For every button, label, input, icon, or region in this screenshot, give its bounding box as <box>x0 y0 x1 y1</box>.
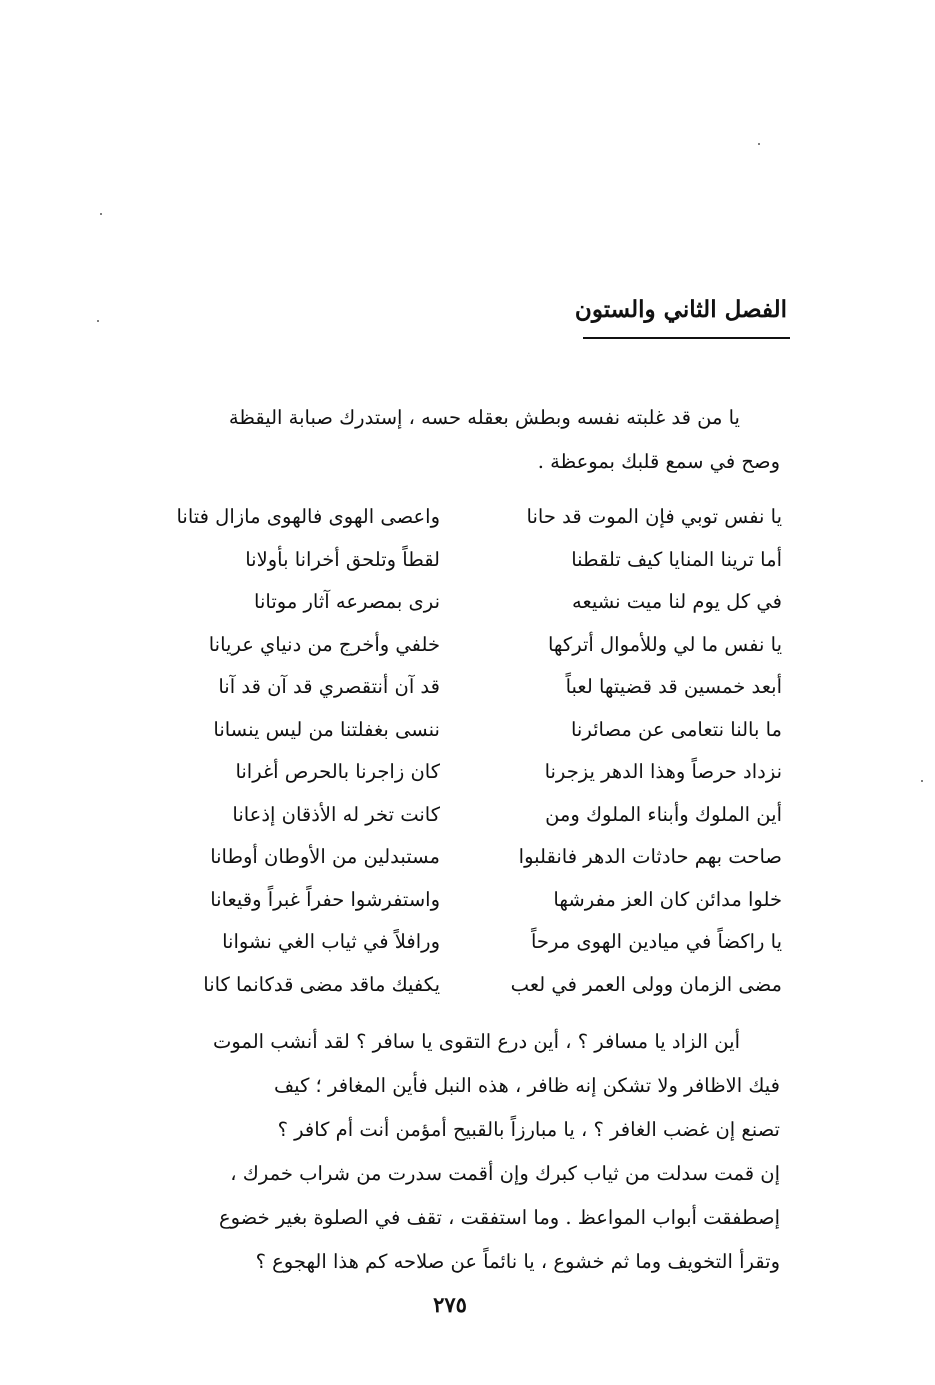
verse-second-hemistich: واستفرشوا حفراً غبراً وقيعانا <box>210 887 440 911</box>
closing-line: إصطفقت أبواب المواعظ . وما استفقت ، تقف في الصلوة بغير خضوع <box>218 1206 780 1229</box>
verse-second-hemistich: قد آن أنتقصري قد آن قد آنا <box>218 675 440 698</box>
closing-paragraph <box>143 1020 780 1284</box>
verse-first-hemistich: أين الملوك وأبناء الملوك ومن <box>545 802 782 826</box>
intro-paragraph <box>143 396 780 484</box>
verse-first-hemistich: يا نفس ما لي وللأموال أتركها <box>547 632 782 656</box>
verse-second-hemistich: واعصى الهوى فالهوى مازال فتانا <box>176 505 440 528</box>
scan-speck <box>758 143 760 145</box>
closing-line: فيك الاظافر ولا تشكن إنه ظافر ، هذه النبل فأين المغافر ؛ كيف <box>274 1074 780 1097</box>
verse-first-hemistich: أبعد خمسين قد قضيتها لعباً <box>565 675 782 698</box>
closing-line: وتقرأ التخويف وما ثم خشوع ، يا نائماً عن صلاحه كم هذا الهجوع ؟ <box>255 1250 780 1273</box>
verse-first-hemistich: نزداد حرصاً وهذا الدهر يزجرنا <box>544 760 782 783</box>
poem-verse <box>140 539 782 582</box>
scan-speck <box>97 320 99 322</box>
poem-verse <box>140 624 782 667</box>
verse-second-hemistich: خلفي وأخرج من دنياي عريانا <box>208 632 440 656</box>
verse-second-hemistich: مستبدلين من الأوطان أوطانا <box>210 845 440 868</box>
verse-second-hemistich: لقطاً وتلحق أخرانا بأولانا <box>245 547 440 571</box>
chapter-title: الفصل الثاني والستون <box>574 296 787 323</box>
poem-verse <box>140 581 782 624</box>
closing-line: أين الزاد يا مسافر ؟ ، أين درع التقوى يا سافر ؟ لقد أنشب الموت <box>212 1030 740 1053</box>
verse-second-hemistich: كان زاجرنا بالحرص أغرانا <box>235 760 440 783</box>
poem-verse <box>140 794 782 837</box>
poem-verse <box>140 964 782 1007</box>
verse-first-hemistich: صاحت بهم حادثات الدهر فانقلبوا <box>518 845 782 868</box>
verse-first-hemistich: ما بالنا نتعامى عن مصائرنا <box>570 717 782 741</box>
page-number: ٢٧٥ <box>433 1292 467 1317</box>
verse-second-hemistich: نرى بمصرعه آثار موتانا <box>254 590 440 613</box>
scan-speck <box>100 213 102 215</box>
verse-first-hemistich: يا نفس توبي فإن الموت قد حانا <box>526 505 782 528</box>
verse-first-hemistich: في كل يوم لنا ميت نشيعه <box>571 590 782 613</box>
poem-verse <box>140 751 782 794</box>
poem-verse <box>140 921 782 964</box>
verse-first-hemistich: خلوا مدائن كان العز مفرشها <box>553 887 782 911</box>
intro-line: وصح في سمع قلبك بموعظة . <box>537 450 780 473</box>
poem-verse <box>140 666 782 709</box>
verse-first-hemistich: أما ترينا المنايا كيف تلقطنا <box>571 547 782 571</box>
closing-line: إن قمت سدلت من ثياب كبرك وإن أقمت سدرت من شراب خمرك ، <box>230 1162 780 1185</box>
verse-second-hemistich: ننسى بغفلتنا من ليس ينسانا <box>213 717 440 741</box>
scan-speck <box>921 780 923 782</box>
poem-verse <box>140 496 782 539</box>
verse-second-hemistich: ورافلاً في ثياب الغي نشوانا <box>222 930 440 953</box>
poem <box>140 496 782 1006</box>
poem-verse <box>140 709 782 752</box>
verse-first-hemistich: يا راكضاً في ميادين الهوى مرحاً <box>530 930 782 953</box>
title-underline <box>583 337 790 339</box>
verse-first-hemistich: مضى الزمان وولى العمر في لعب <box>510 972 782 996</box>
closing-line: تصنع إن غضب الغافر ؟ ، يا مبارزاً بالقبيح أمؤمن أنت أم كافر ؟ <box>277 1118 780 1141</box>
poem-verse <box>140 836 782 879</box>
intro-line: يا من قد غلبته نفسه وبطش بعقله حسه ، إستدرك صبابة اليقظة <box>228 406 740 429</box>
verse-second-hemistich: يكفيك ماقد مضى قدكانما كانا <box>203 972 440 996</box>
verse-second-hemistich: كانت تخر له الأذقان إذعانا <box>232 802 440 826</box>
poem-verse <box>140 879 782 922</box>
